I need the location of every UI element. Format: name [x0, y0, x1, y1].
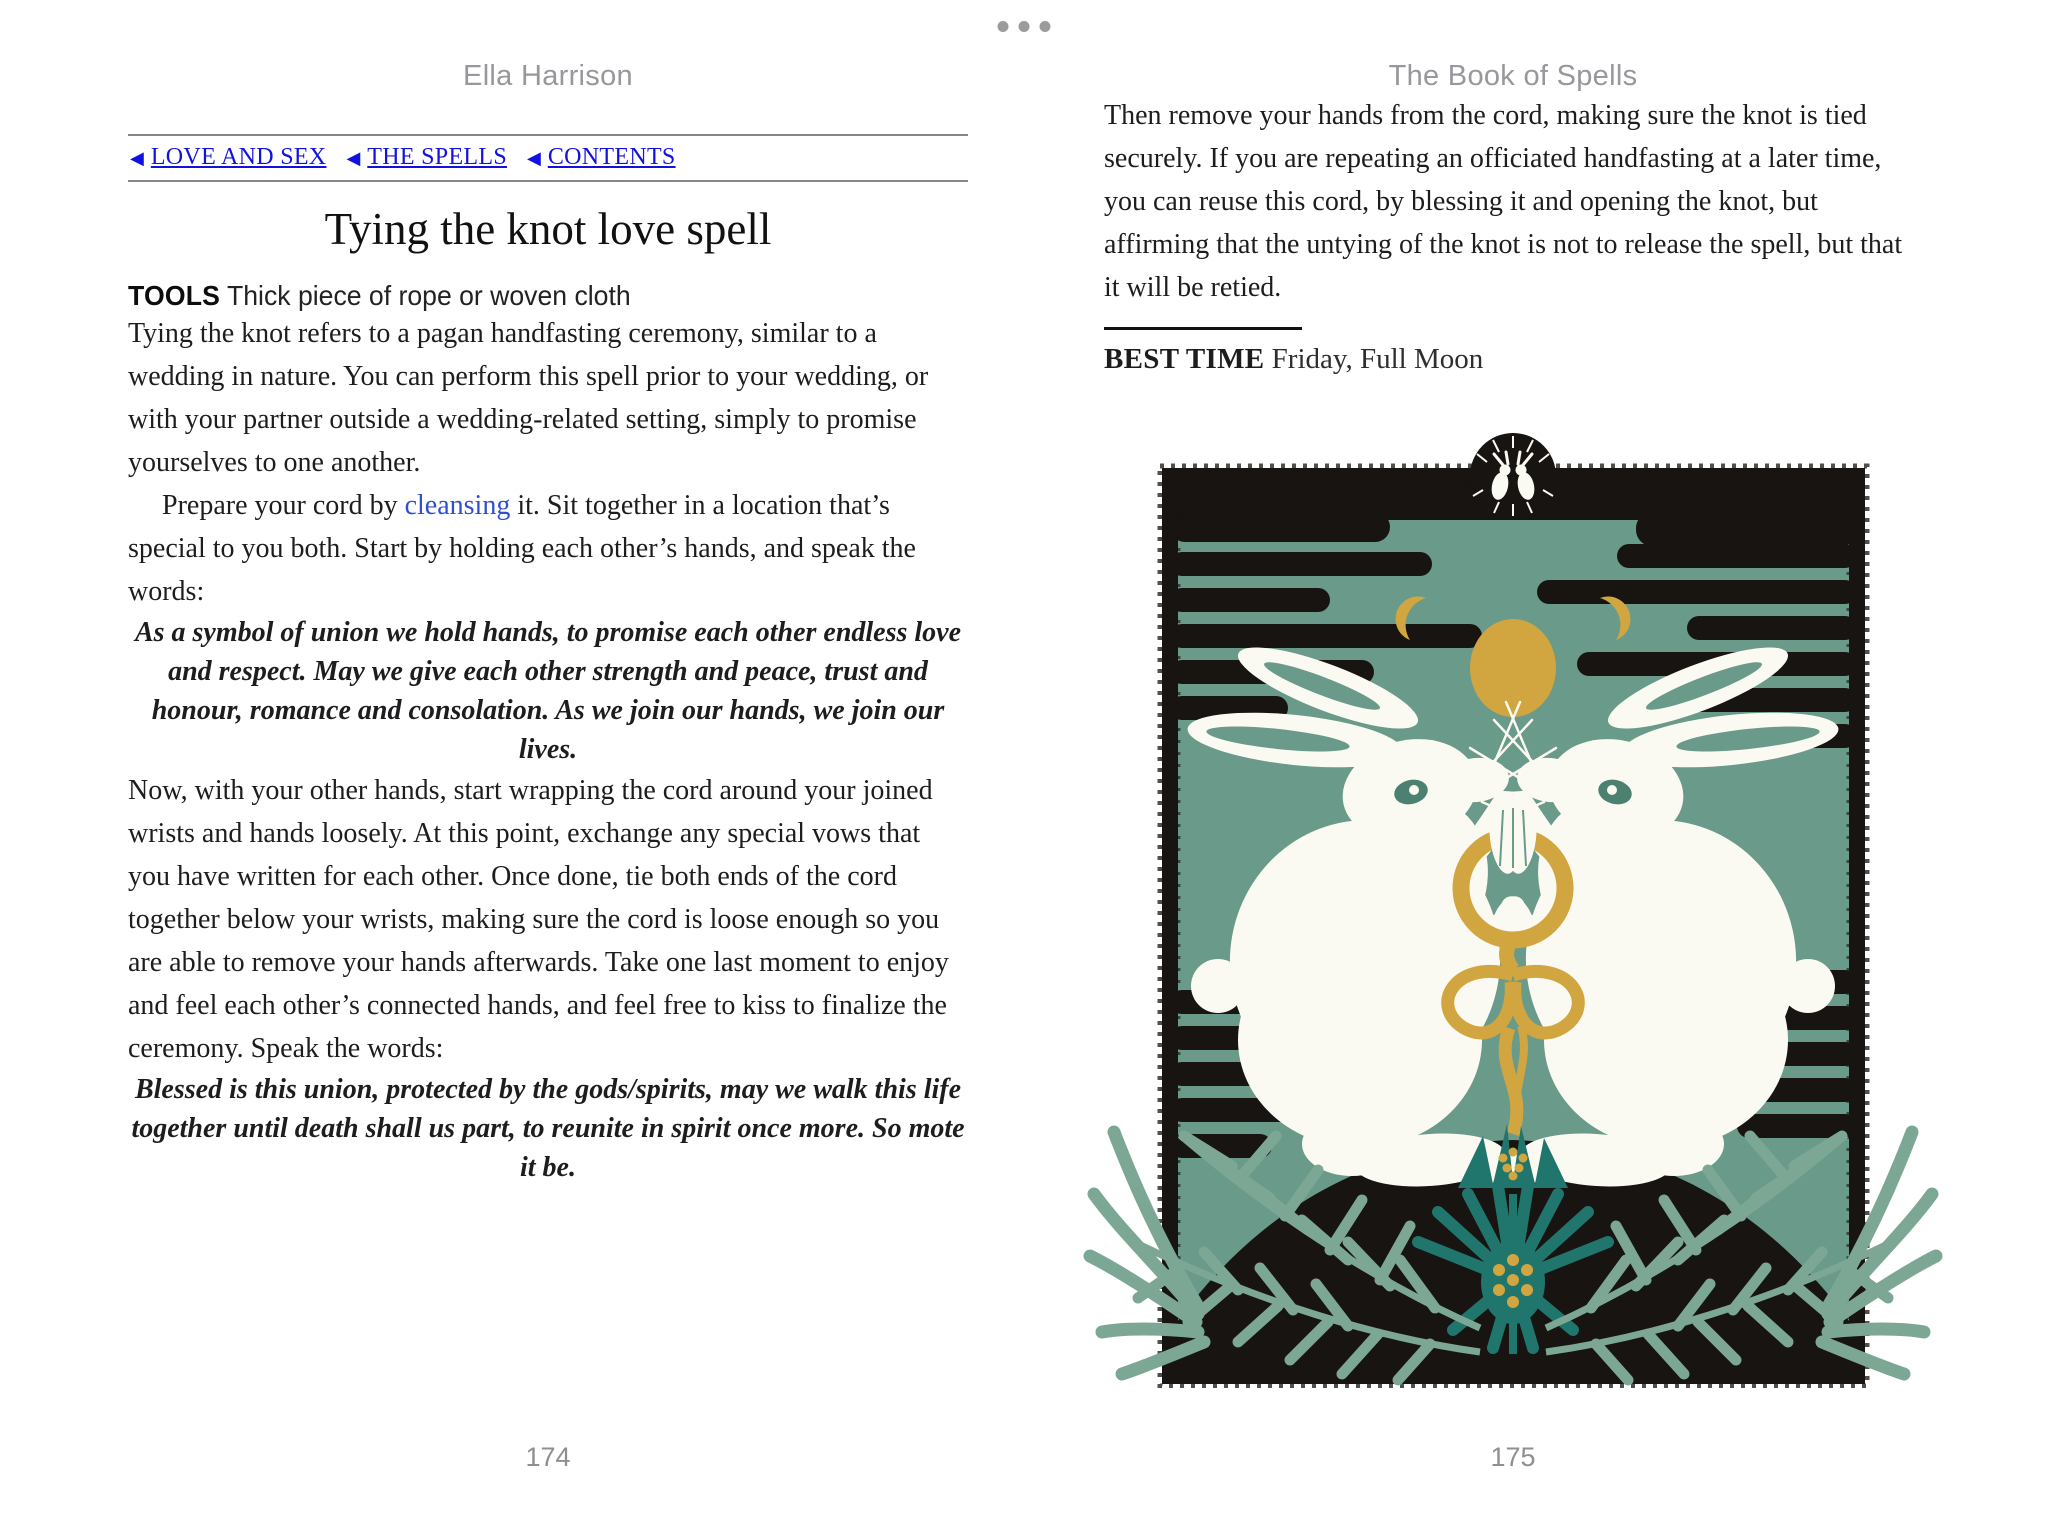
spell-title: Tying the knot love spell [324, 204, 772, 254]
hares-handfasting-illustration [1080, 430, 1946, 1388]
nav-link-contents[interactable]: ◀ CONTENTS [526, 144, 676, 170]
running-header-author: Ella Harrison [463, 60, 633, 92]
tools-label: TOOLS [128, 280, 221, 311]
paragraph: Prepare your cord by cleansing it. Sit together in a location that’s special to you both. Start by holding each other’s hands, and speak the words: [128, 490, 916, 607]
best-time-label: BEST TIME [1104, 343, 1265, 375]
ellipsis-icon [998, 21, 1009, 32]
ellipsis-icon [1040, 21, 1051, 32]
best-time-line [1104, 343, 1922, 376]
more-menu-button[interactable] [998, 21, 1051, 32]
back-triangle-icon: ◀ [526, 147, 541, 168]
left-page [128, 58, 968, 1187]
page-number: 175 [1490, 1442, 1536, 1472]
running-header-book-title: The Book of Spells [1388, 60, 1638, 92]
best-time-value: Friday, Full Moon [1271, 343, 1484, 375]
back-triangle-icon: ◀ [346, 147, 361, 168]
hare-medallion [1470, 433, 1556, 519]
paragraph: Then remove your hands from the cord, making sure the knot is tied securely. If you are repeating an officiated handfasting at a later time, you can reuse this cord, by blessing it and opening the knot, but affirming that the untying of the knot is not to release the spell, but that it will be retied. [1104, 100, 1903, 303]
nav-link-the-spells[interactable]: ◀ THE SPELLS [346, 144, 507, 170]
breadcrumb [128, 134, 968, 182]
paragraph: Now, with your other hands, start wrapping the cord around your joined wrists and hands loosely. At this point, exchange any special vows that you have written for each other. Once done, tie both ends of the cord together below your wrists, making sure the cord is loose enough so you are able to remove your hands afterwards. Take one last moment to enjoy and feel each other’s connected hands, and feel free to kiss to finalize the ceremony. Speak the words: [128, 775, 949, 1064]
paragraph: Tying the knot refers to a pagan handfasting ceremony, similar to a wedding in nature. You can perform this spell prior to your wedding, or with your partner outside a wedding-related setting, simply to promise yourselves to one another. [128, 318, 929, 478]
section-rule [1104, 327, 1302, 330]
tools-line [128, 280, 926, 312]
tools-value: Thick piece of rope or woven cloth [227, 280, 631, 311]
back-triangle-icon: ◀ [130, 147, 144, 168]
cleansing-link[interactable]: cleansing [404, 490, 511, 521]
spell-verse: As a symbol of union we hold hands, to promise each other endless love and respect. May we give each other strength and peace, trust and honour, romance and consolation. As we join our hands, we join our lives. [134, 617, 962, 765]
ellipsis-icon [1019, 21, 1030, 32]
nav-link-love-and-sex[interactable]: ◀ LOVE AND SEX [130, 144, 327, 170]
spell-verse: Blessed is this union, protected by the gods/spirits, may we walk this life together until death shall us part, to reunite in spirit once more. So mote it be. [131, 1074, 965, 1183]
right-page [1104, 58, 1922, 376]
page-number: 174 [525, 1442, 571, 1472]
